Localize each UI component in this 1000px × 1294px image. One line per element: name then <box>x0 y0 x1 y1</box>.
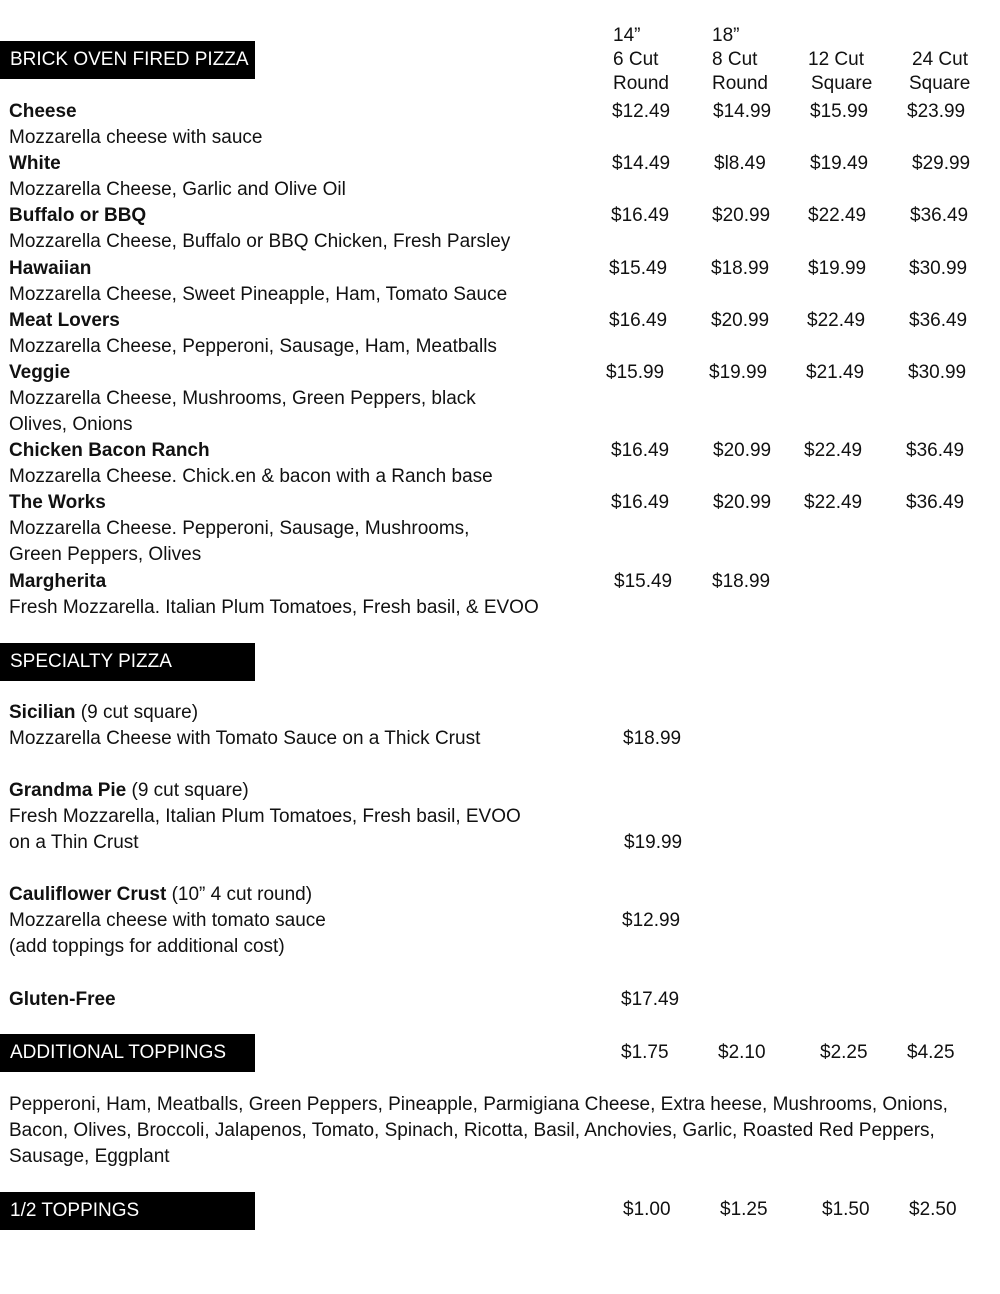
price-24-square: $36.49 <box>910 205 969 226</box>
toppings-list-line: Bacon, Olives, Broccoli, Jalapenos, Tomato, Spinach, Ricotta, Basil, Anchovies, Garlic, Roasted Red Peppers, <box>9 1120 935 1141</box>
half-price-14: $1.00 <box>623 1199 671 1220</box>
specialty-name: Grandma Pie <box>9 780 127 801</box>
specialty-note: (10” 4 cut round) <box>166 884 313 905</box>
col-header-24-square: 24 Cut Square <box>909 49 971 94</box>
specialty-name: Cauliflower Crust <box>9 884 167 905</box>
toppings-list-line: Sausage, Eggplant <box>9 1146 170 1167</box>
additional-price-24-square: $4.25 <box>907 1042 955 1063</box>
pizza-desc: Fresh Mozzarella. Italian Plum Tomatoes, Fresh basil, & EVOO <box>9 597 539 618</box>
price-18: $19.99 <box>709 362 768 383</box>
pizza-name: Margherita <box>9 571 107 592</box>
specialty-desc: Mozzarella cheese with tomato sauce <box>9 910 326 931</box>
pizza-name: The Works <box>9 492 106 513</box>
price-12-square: $15.99 <box>810 101 869 122</box>
specialty-price: $12.99 <box>622 910 681 931</box>
price-18: $20.99 <box>713 492 772 513</box>
price-18: $20.99 <box>712 205 771 226</box>
col-header-12-square: 12 Cut Square <box>808 49 873 94</box>
specialty-price: $17.49 <box>621 989 680 1010</box>
half-price-24-square: $2.50 <box>909 1199 957 1220</box>
specialty-desc: (add toppings for additional cost) <box>9 936 285 957</box>
pizza-desc: Mozzarella Cheese, Sweet Pineapple, Ham, Tomato Sauce <box>9 284 508 305</box>
toppings-list-line: Pepperoni, Ham, Meatballs, Green Peppers, Pineapple, Parmigiana Cheese, Extra heese, Mushrooms, Onions, <box>9 1094 948 1115</box>
price-14: $16.49 <box>609 310 668 331</box>
additional-price-14: $1.75 <box>621 1042 669 1063</box>
specialty-price: $18.99 <box>623 728 682 749</box>
specialty-name: Gluten-Free <box>9 989 116 1010</box>
section-specialty: SPECIALTY PIZZA <box>0 643 255 681</box>
section-half-toppings: 1/2 TOPPINGS <box>0 1192 255 1230</box>
specialty-name: Sicilian <box>9 702 76 723</box>
price-24-square: $36.49 <box>906 492 965 513</box>
price-24-square: $36.49 <box>906 440 965 461</box>
price-14: $16.49 <box>611 492 670 513</box>
col-header-18-round: 18” 8 Cut Round <box>712 25 768 94</box>
price-12-square: $21.49 <box>806 362 865 383</box>
price-12-square: $19.99 <box>808 258 867 279</box>
specialty-note: (9 cut square) <box>126 780 249 801</box>
price-14: $15.49 <box>614 571 673 592</box>
pizza-desc: Mozzarella Cheese. Chick.en & bacon with a Ranch base <box>9 466 493 487</box>
specialty-desc: on a Thin Crust <box>9 832 139 853</box>
half-price-18: $1.25 <box>720 1199 768 1220</box>
price-14: $15.99 <box>606 362 665 383</box>
price-12-square: $22.49 <box>804 492 863 513</box>
pizza-desc: Mozzarella Cheese, Garlic and Olive Oil <box>9 179 346 200</box>
section-brick-oven: BRICK OVEN FIRED PIZZA <box>0 41 255 79</box>
price-12-square: $22.49 <box>807 310 866 331</box>
price-24-square: $30.99 <box>909 258 968 279</box>
pizza-name: Meat Lovers <box>9 310 120 331</box>
pizza-desc: Mozzarella Cheese, Buffalo or BBQ Chicken, Fresh Parsley <box>9 231 511 252</box>
specialty-title <box>9 778 249 804</box>
additional-price-18: $2.10 <box>718 1042 766 1063</box>
pizza-name: Chicken Bacon Ranch <box>9 440 210 461</box>
specialty-title <box>9 882 312 908</box>
pizza-name: Cheese <box>9 101 77 122</box>
price-18: $20.99 <box>713 440 772 461</box>
price-14: $14.49 <box>612 153 671 174</box>
pizza-name: Hawaiian <box>9 258 92 279</box>
pizza-name: White <box>9 153 61 174</box>
price-24-square: $30.99 <box>908 362 967 383</box>
price-18: $18.99 <box>711 258 770 279</box>
price-24-square: $23.99 <box>907 101 966 122</box>
pizza-desc: Mozzarella cheese with sauce <box>9 127 263 148</box>
price-14: $12.49 <box>612 101 671 122</box>
price-24-square: $29.99 <box>912 153 971 174</box>
pizza-desc: Mozzarella Cheese, Pepperoni, Sausage, Ham, Meatballs <box>9 336 497 357</box>
pizza-name: Veggie <box>9 362 71 383</box>
price-18: $18.99 <box>712 571 771 592</box>
specialty-desc: Mozzarella Cheese with Tomato Sauce on a Thick Crust <box>9 728 481 749</box>
pizza-desc: Olives, Onions <box>9 414 133 435</box>
price-14: $16.49 <box>611 205 670 226</box>
specialty-desc: Fresh Mozzarella, Italian Plum Tomatoes, Fresh basil, EVOO <box>9 806 521 827</box>
price-12-square: $22.49 <box>804 440 863 461</box>
price-18: $l8.49 <box>714 153 766 174</box>
additional-price-12-square: $2.25 <box>820 1042 868 1063</box>
pizza-name: Buffalo or BBQ <box>9 205 147 226</box>
price-18: $20.99 <box>711 310 770 331</box>
specialty-note: (9 cut square) <box>75 702 199 723</box>
pizza-desc: Mozzarella Cheese, Mushrooms, Green Peppers, black <box>9 388 476 409</box>
half-price-12-square: $1.50 <box>822 1199 870 1220</box>
price-12-square: $19.49 <box>810 153 869 174</box>
price-14: $16.49 <box>611 440 670 461</box>
price-12-square: $22.49 <box>808 205 867 226</box>
specialty-title <box>9 700 198 726</box>
price-14: $15.49 <box>609 258 668 279</box>
section-additional-toppings: ADDITIONAL TOPPINGS <box>0 1034 255 1072</box>
specialty-price: $19.99 <box>624 832 683 853</box>
price-18: $14.99 <box>713 101 772 122</box>
price-24-square: $36.49 <box>909 310 968 331</box>
pizza-desc: Mozzarella Cheese. Pepperoni, Sausage, Mushrooms, <box>9 518 470 539</box>
col-header-14-round: 14” 6 Cut Round <box>613 25 669 94</box>
pizza-desc: Green Peppers, Olives <box>9 544 202 565</box>
